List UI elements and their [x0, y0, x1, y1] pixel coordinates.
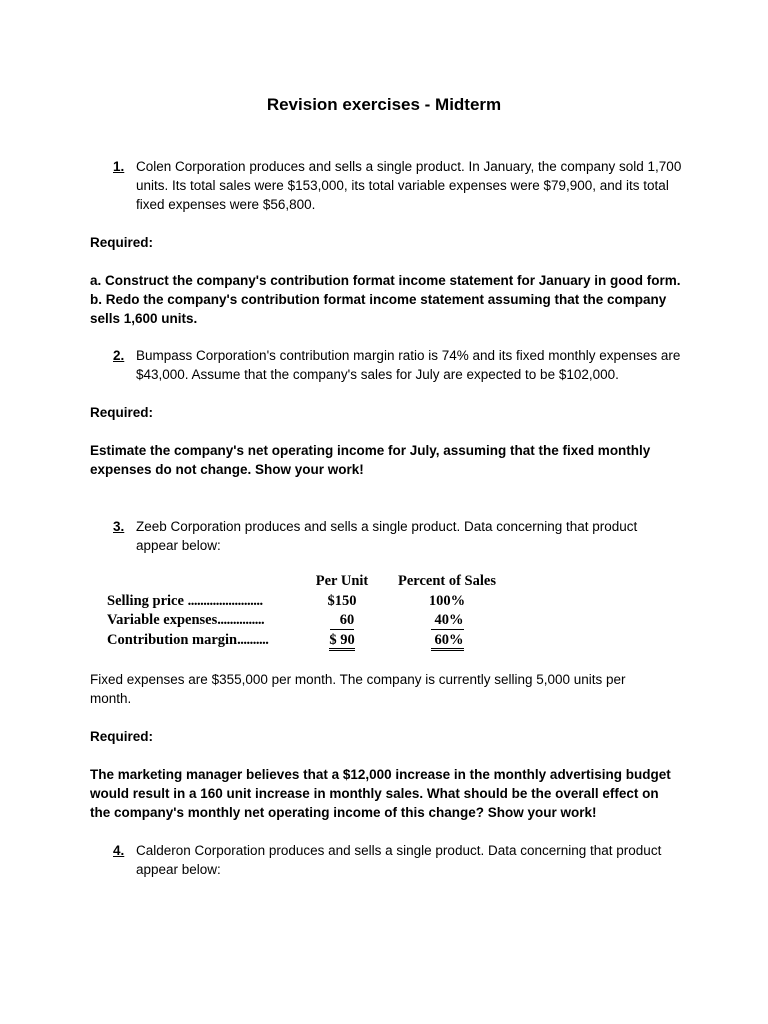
fixed-expenses-text: Fixed expenses are $355,000 per month. The company is currently selling 5,000 units per month. [90, 672, 626, 706]
question-number: 2. [113, 348, 125, 363]
table-row [107, 631, 527, 651]
product-data-table [107, 572, 527, 650]
requirement-a: a. Construct the company's contribution format income statement for January in good form. [90, 273, 681, 288]
question-text: Bumpass Corporation's contribution margin ratio is 74% and its fixed monthly expenses are $43,000. Assume that the company's sales for July are expected to be $102,000. [136, 348, 681, 382]
question-number: 3. [113, 519, 125, 534]
question-1 [113, 157, 683, 214]
percent-value: 60% [431, 632, 464, 651]
table-header-row [107, 572, 527, 592]
leader-dots: ........................ [187, 592, 263, 609]
question-4 [113, 841, 683, 879]
percent-value: 100% [428, 592, 466, 609]
requirement: Estimate the company's net operating income for July, assuming that the fixed monthly expenses do not change. Show your work! [90, 443, 651, 477]
leader-dots: .......... [237, 631, 269, 648]
page-title: Revision exercises - Midterm [266, 95, 502, 114]
per-unit-value: $150 [327, 592, 357, 609]
row-label: Selling price [107, 592, 184, 609]
question-2 [113, 346, 683, 384]
row-label: Contribution margin [107, 631, 238, 648]
question-text: Zeeb Corporation produces and sells a single product. Data concerning that product appear below: [136, 519, 638, 553]
per-unit-value: 60 [330, 612, 355, 630]
leader-dots: ............... [217, 612, 265, 628]
question-3 [113, 517, 683, 555]
question-number: 4. [113, 843, 125, 858]
question-text: Calderon Corporation produces and sells a single product. Data concerning that product appear below: [136, 843, 662, 877]
table-row [107, 592, 527, 612]
required-label: Required: [90, 235, 154, 250]
question-number: 1. [113, 159, 125, 174]
required-label: Required: [90, 405, 154, 420]
column-header-per-unit: Per Unit [315, 573, 369, 589]
required-label: Required: [90, 729, 154, 744]
question-text: Colen Corporation produces and sells a single product. In January, the company sold 1,700 units. Its total sales were $153,000, its total variable expenses were $79,900, and its total fixed expenses were $56,800. [136, 159, 682, 212]
requirement-b: b. Redo the company's contribution format income statement assuming that the company sells 1,600 units. [90, 292, 667, 326]
requirement: The marketing manager believes that a $12,000 increase in the monthly advertising budget would result in a 160 unit increase in monthly sales. What should be the overall effect on the company's monthly net operating income of this change? Show your work! [90, 767, 671, 820]
percent-value: 40% [431, 612, 464, 630]
table-row [107, 611, 527, 631]
column-header-percent-of-sales: Percent of Sales [398, 573, 496, 589]
row-label: Variable expenses [107, 612, 218, 628]
per-unit-value: $ 90 [329, 632, 354, 651]
